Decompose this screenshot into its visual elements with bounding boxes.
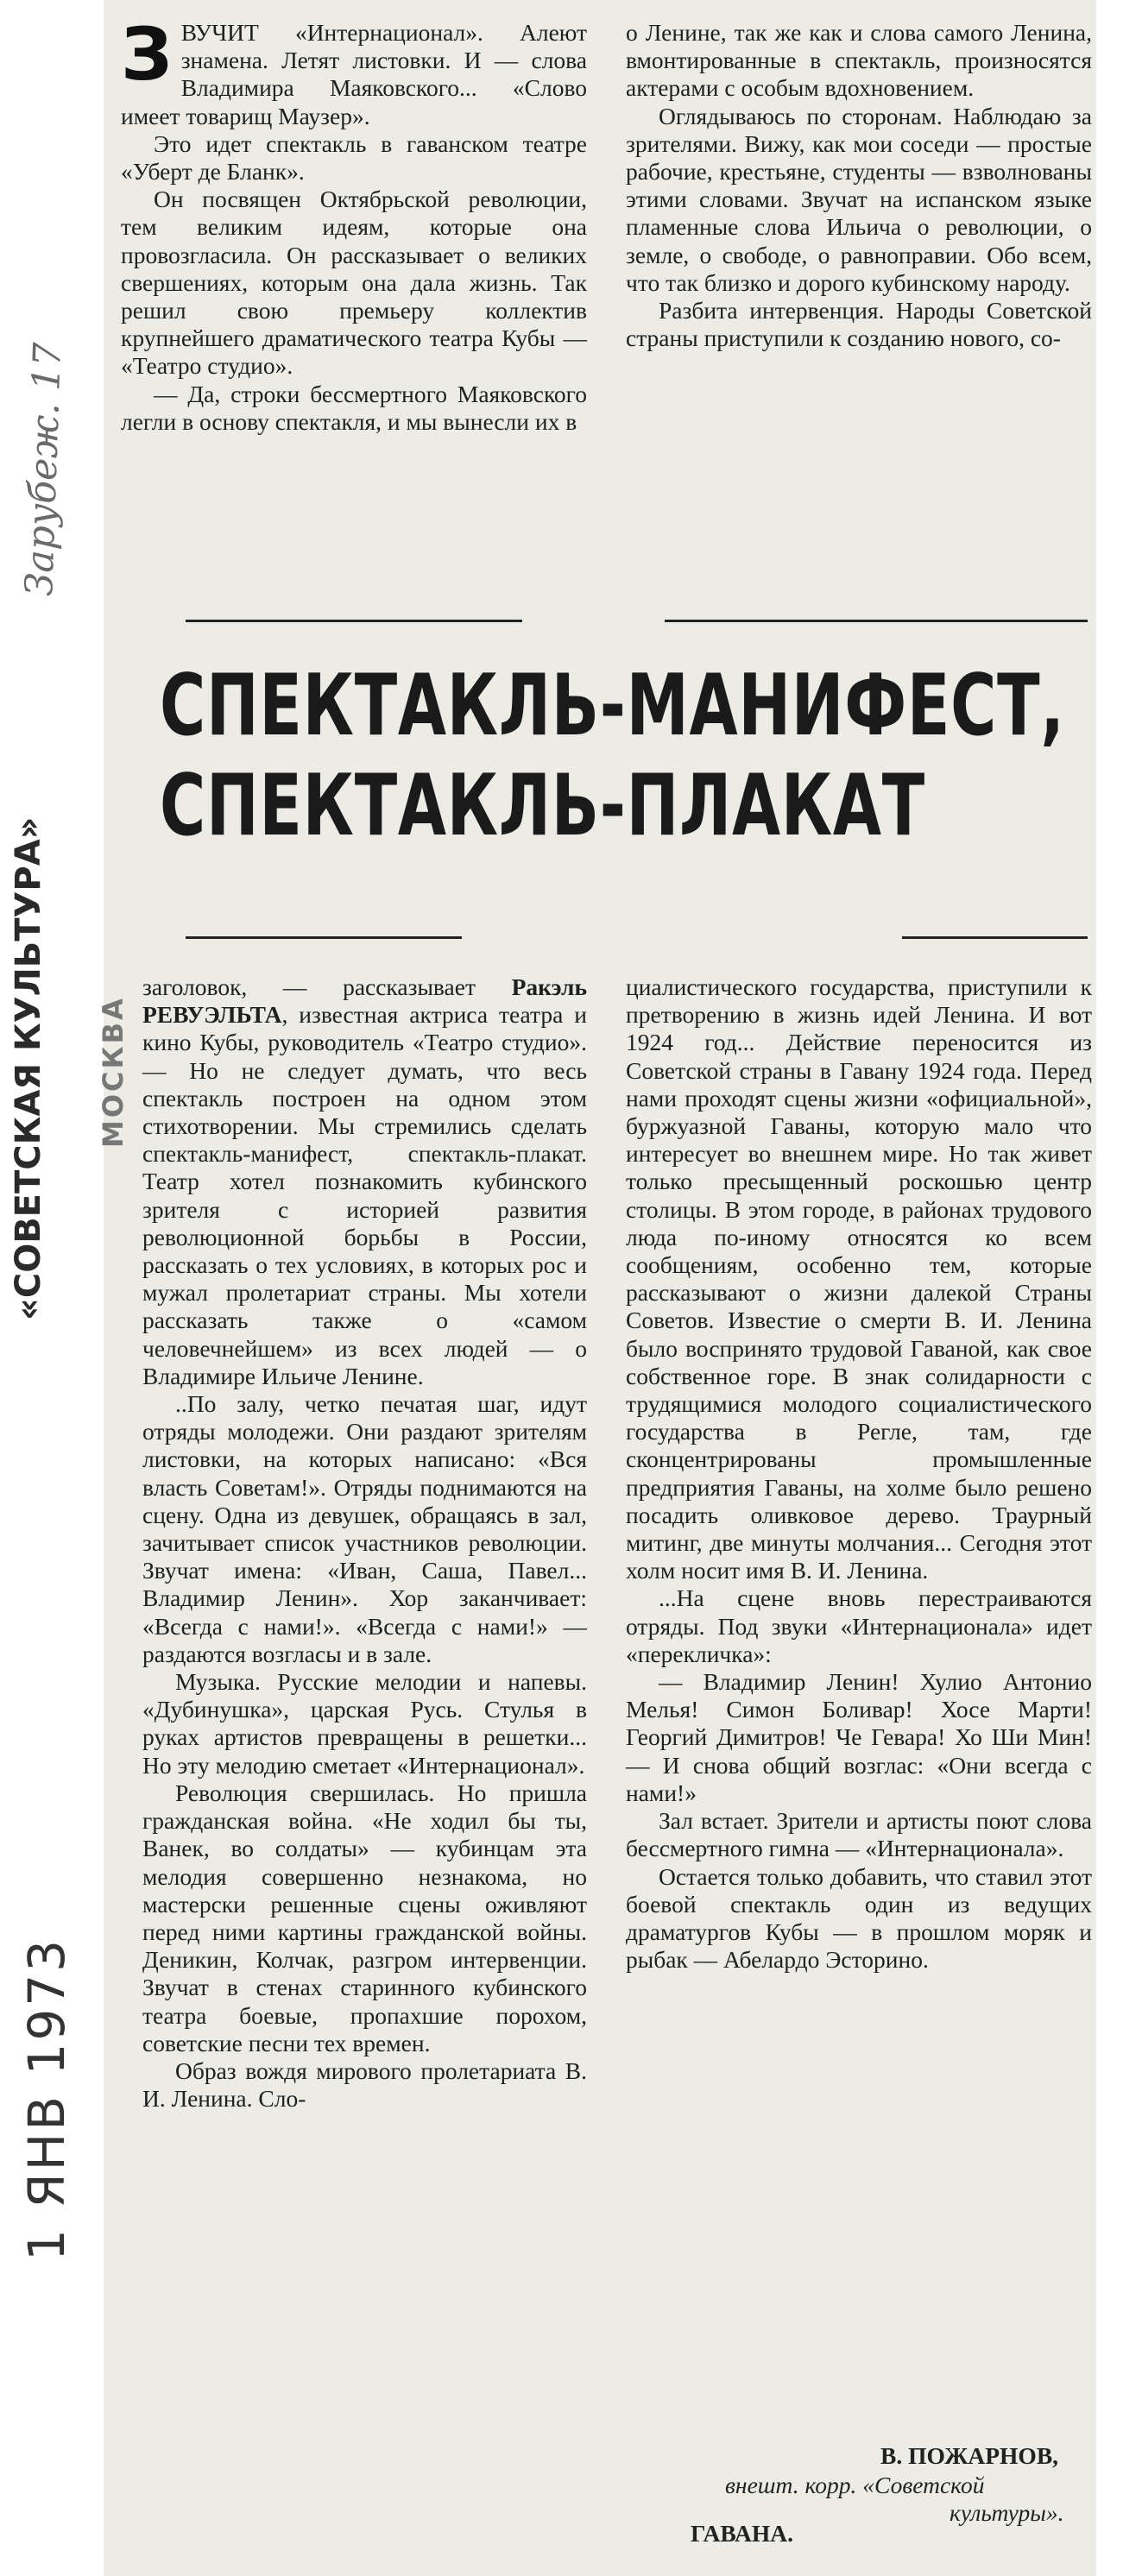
dateline-city: ГАВАНА. [691,2520,793,2547]
paragraph: Остается только добавить, что ставил этот боевой спектакль один из ведущих драматургов Кубы — в прошлом моряк и рыбак — Абелардо Эсторино. [626,1862,1092,1974]
masthead-city: МОСКВА [97,996,129,1148]
headline-line-2: СПЕКТАКЛЬ-ПЛАКАТ [160,757,925,855]
paragraph: — Владимир Ленин! Хулио Антонио Мелья! Симон Боливар! Хосе Марти! Георгий Димитров! Че Гевара! Хо Ши Мин! — И снова общий возглас: «Они всегда с нами!» [626,1668,1092,1806]
text-span: заголовок, — рассказывает [142,973,512,1000]
column-top-left [121,12,587,436]
rule-bottom-left [186,936,462,939]
handwritten-note: Зарубеж. 17 [17,341,71,597]
paragraph: Революция свершилась. Но пришла гражданская война. «Не ходил бы ты, Ванек, во солдаты» — кубинцам эта мелодия совершенно незнакома, но мастерски решенные сцены оживляют перед ними картины гражданской войны. Деникин, Колчак, разгром интервенции. Звучат в стенах старинного кубинского театра боевые, пропахшие порохом, советские песни тех времен. [142,1779,587,2056]
paragraph: Зал встает. Зрители и артисты поют слова бессмертного гимна — «Интернационала». [626,1807,1092,1862]
paragraph: Музыка. Русские мелодии и напевы. «Дубинушка», царская Русь. Стулья в руках артистов превращены в решетки... Но эту мелодию сметает «Интернационал». [142,1668,587,1779]
paragraph [142,973,587,1390]
paragraph: ВУЧИТ «Интернационал». Алеют знамена. Летят листовки. И — слова Владимира Маяковского... «Слово имеет товарищ Маузер». [121,19,587,129]
drop-cap: З [121,12,173,97]
headline-line-1: СПЕКТАКЛЬ-МАНИФЕСТ, [160,657,1065,755]
author-name: В. ПОЖАРНОВ, [880,2442,1059,2469]
person-name: Ракэль РЕВУЭЛЬТА [142,973,587,1029]
rule-top-right [665,620,1088,622]
paragraph: ...На сцене вновь перестраиваются отряды. Под звуки «Интернационала» идет «перекличка»: [626,1584,1092,1667]
column-bottom-right [626,973,1092,1974]
paragraph: Разбита интервенция. Народы Советской страны приступили к созданию нового, со- [626,297,1092,352]
paragraph: о Ленине, так же как и слова самого Ленина, вмонтированные в спектакль, произносятся актерами с особым вдохновением. [626,19,1092,102]
headline [160,656,1065,856]
column-bottom-left [142,973,587,2113]
paragraph: Оглядываюсь по сторонам. Наблюдаю за зрителями. Вижу, как мои соседи — простые рабочие, крестьяне, студенты — взволнованы этими словами. Звучат на испанском языке пламенные слова Ильича о революции, о земле, о свободе, о равноправии. Обо всем, что так близко и дорого кубинскому народу. [626,102,1092,296]
paragraph: Он посвящен Октябрьской революции, тем великим идеям, которые она провозгласила. Он рассказывает о великих свершениях, которым она дала жизнь. Так решил свою премьеру коллектив крупнейшего драматического театра Кубы — «Театро студио». [121,186,587,380]
rule-top-left [186,620,522,622]
author-role-line-2: культуры». [950,2499,1064,2526]
paragraph: Образ вождя мирового пролетариата В. И. Ленина. Сло- [142,2056,587,2113]
date-stamp: 1 ЯНВ 1973 [17,1937,76,2261]
author-role: внешт. корр. «Советской [725,2472,985,2498]
paragraph: — Да, строки бессмертного Маяковского легли в основу спектакля, и мы вынесли их в [121,380,587,435]
rule-bottom-right [902,936,1088,939]
paragraph: Это идет спектакль в гаванском театре «Уберт де Бланк». [121,129,587,186]
newspaper-masthead: «СОВЕТСКАЯ КУЛЬТУРА» [9,816,48,1320]
paragraph: циалистического государства, приступили к претворению в жизнь идей Ленина. И вот 1924 год... Действие переносится из Советской страны в Гавану 1924 года. Перед нами проходят сцены жизни «официальной», буржуазной Гаваны, которую мало что интересует во внешнем мире. Но так живет только пресыщенный роскошью центр столицы. В этом городе, в районах трудового люда по-иному относятся ко всем сообщениям, особенно тем, которые рассказывают о жизни далекой Страны Советов. Известие о смерти В. И. Ленина было воспринято трудовой Гаваной, как свое собственное горе. В знак солидарности с трудящимися молодого социалистического государства в Регле, там, где сконцентрированы промышленные предприятия Гаваны, на холме было решено посадить оливковое дерево. Траурный митинг, две минуты молчания... Сегодня этот холм носит имя В. И. Ленина. [626,973,1092,1584]
paragraph: ..По залу, четко печатая шаг, идут отряды молодежи. Они раздают зрителям листовки, на которых написано: «Вся власть Советам!». Отряды поднимаются на сцену. Одна из девушек, обращаясь в зал, зачитывает список участников революции. Звучат имена: «Иван, Саша, Павел... Владимир Ленин». Хор заканчивает: «Всегда с нами!». «Всегда с нами!» — раздаются возгласы и в зале. [142,1390,587,1667]
text-span: , известная актриса театра и кино Кубы, руководитель «Театро студио». — Но не следует думать, что весь спектакль построен на одном этом стихотворении. Мы стремились сделать спектакль-манифест, спектакль-плакат. Театр хотел познакомить кубинского зрителя с историей развития революционной борьбы в России, рассказать о тех условиях, в которых рос и мужал пролетариат страны. Мы хотели рассказать также о «самом человечнейшем» из всех людей — о Владимире Ильиче Ленине. [142,1001,587,1389]
column-top-right [626,19,1092,352]
